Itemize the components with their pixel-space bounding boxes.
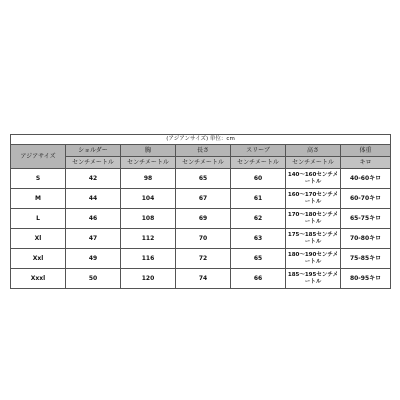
cell-chest: 98 (121, 169, 176, 189)
cell-height: 175～185センチメートル (286, 229, 341, 249)
cell-length: 67 (176, 189, 231, 209)
cell-sleeve: 62 (231, 209, 286, 229)
cell-height: 170～180センチメートル (286, 209, 341, 229)
table-row (11, 229, 391, 249)
cell-weight: 40-60キロ (341, 169, 391, 189)
cell-sleeve: 60 (231, 169, 286, 189)
unit-sleeve: センチメートル (231, 157, 286, 169)
cell-chest: 120 (121, 269, 176, 289)
caption-row (11, 135, 391, 145)
cell-size: L (11, 209, 66, 229)
cell-chest: 116 (121, 249, 176, 269)
unit-weight: キロ (341, 157, 391, 169)
cell-shoulder: 46 (66, 209, 121, 229)
cell-size: M (11, 189, 66, 209)
cell-sleeve: 65 (231, 249, 286, 269)
cell-chest: 108 (121, 209, 176, 229)
cell-weight: 65-75キロ (341, 209, 391, 229)
unit-chest: センチメートル (121, 157, 176, 169)
cell-shoulder: 42 (66, 169, 121, 189)
cell-shoulder: 44 (66, 189, 121, 209)
cell-height: 160～170センチメートル (286, 189, 341, 209)
header-height: 高さ (286, 145, 341, 157)
cell-height: 180～190センチメートル (286, 249, 341, 269)
cell-shoulder: 47 (66, 229, 121, 249)
cell-size: S (11, 169, 66, 189)
cell-shoulder: 50 (66, 269, 121, 289)
cell-height: 185～195センチメートル (286, 269, 341, 289)
cell-chest: 112 (121, 229, 176, 249)
cell-chest: 104 (121, 189, 176, 209)
cell-sleeve: 66 (231, 269, 286, 289)
cell-length: 70 (176, 229, 231, 249)
header-sleeve: スリーブ (231, 145, 286, 157)
cell-shoulder: 49 (66, 249, 121, 269)
header-weight: 体重 (341, 145, 391, 157)
unit-height: センチメートル (286, 157, 341, 169)
cell-sleeve: 61 (231, 189, 286, 209)
cell-size: Xxxl (11, 269, 66, 289)
cell-weight: 70-80キロ (341, 229, 391, 249)
table-row (11, 269, 391, 289)
table-row (11, 189, 391, 209)
header-row (11, 145, 391, 157)
cell-weight: 75-85キロ (341, 249, 391, 269)
header-size: アジアサイズ (11, 145, 66, 169)
size-chart-table (10, 134, 391, 289)
cell-length: 69 (176, 209, 231, 229)
cell-size: Xl (11, 229, 66, 249)
cell-weight: 60-70キロ (341, 189, 391, 209)
cell-length: 72 (176, 249, 231, 269)
cell-weight: 80-95キロ (341, 269, 391, 289)
unit-shoulder: センチメートル (66, 157, 121, 169)
cell-length: 65 (176, 169, 231, 189)
header-chest: 胸 (121, 145, 176, 157)
cell-height: 140～160センチメートル (286, 169, 341, 189)
cell-sleeve: 63 (231, 229, 286, 249)
table-caption: (アジアンサイズ) 単位：cm (11, 135, 391, 145)
unit-length: センチメートル (176, 157, 231, 169)
unit-row (11, 157, 391, 169)
header-length: 長さ (176, 145, 231, 157)
table-row (11, 209, 391, 229)
cell-length: 74 (176, 269, 231, 289)
table-row (11, 169, 391, 189)
header-shoulder: ショルダー (66, 145, 121, 157)
table-row (11, 249, 391, 269)
cell-size: Xxl (11, 249, 66, 269)
